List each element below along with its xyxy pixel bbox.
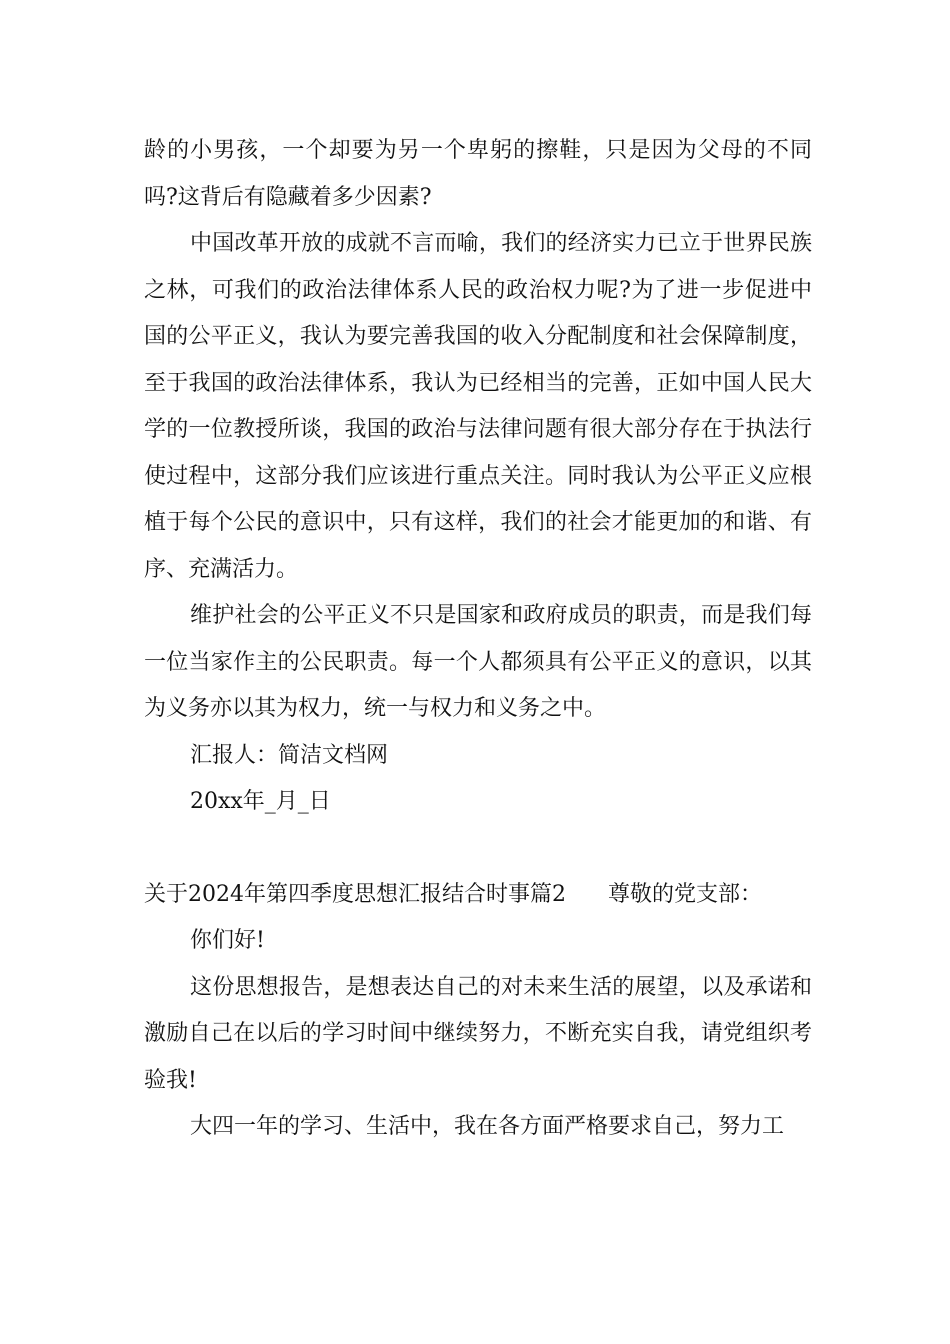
date-line: 20xx年_月_日 bbox=[190, 789, 331, 814]
greeting-line: 你们好! bbox=[190, 928, 265, 953]
signature-line: 汇报人：简洁文档网 bbox=[190, 742, 389, 768]
salutation: 尊敬的党支部： bbox=[608, 881, 763, 907]
paragraph-senior-year: 大四一年的学习、生活中，我在各方面严格要求自己，努力工 bbox=[190, 1114, 785, 1139]
section-title: 关于2024年第四季度思想汇报结合时事篇2 bbox=[144, 881, 566, 907]
paragraph-report-intro: 这份思想报告，是想表达自己的对未来生活的展望，以及承诺和激励自己在以后的学习时间中继续努力，不断充实自我，请党组织考验我! bbox=[144, 974, 812, 1093]
section-heading bbox=[144, 872, 812, 919]
paragraph-reform: 中国改革开放的成就不言而喻，我们的经济实力已立于世界民族之林，可我们的政治法律体系人民的政治权力呢?为了进一步促进中国的公平正义，我认为要完善我国的收入分配制度和社会保障制度，至于我国的政治法律体系，我认为已经相当的完善，正如中国人民大学的一位教授所谈，我国的政治与法律问题有很大部分存在于执法行使过程中，这部分我们应该进行重点关注。同时我认为公平正义应根植于每个公民的意识中，只有这样，我们的社会才能更加的和谐、有序、充满活力。 bbox=[144, 231, 812, 582]
paragraph-duty: 维护社会的公平正义不只是国家和政府成员的职责，而是我们每一位当家作主的公民职责。每一个人都须具有公平正义的意识，以其为义务亦以其为权力，统一与权力和义务之中。 bbox=[144, 603, 812, 721]
paragraph-continuation: 龄的小男孩，一个却要为另一个卑躬的擦鞋，只是因为父母的不同吗?这背后有隐藏着多少因素? bbox=[144, 138, 812, 210]
document-page bbox=[144, 128, 812, 1151]
